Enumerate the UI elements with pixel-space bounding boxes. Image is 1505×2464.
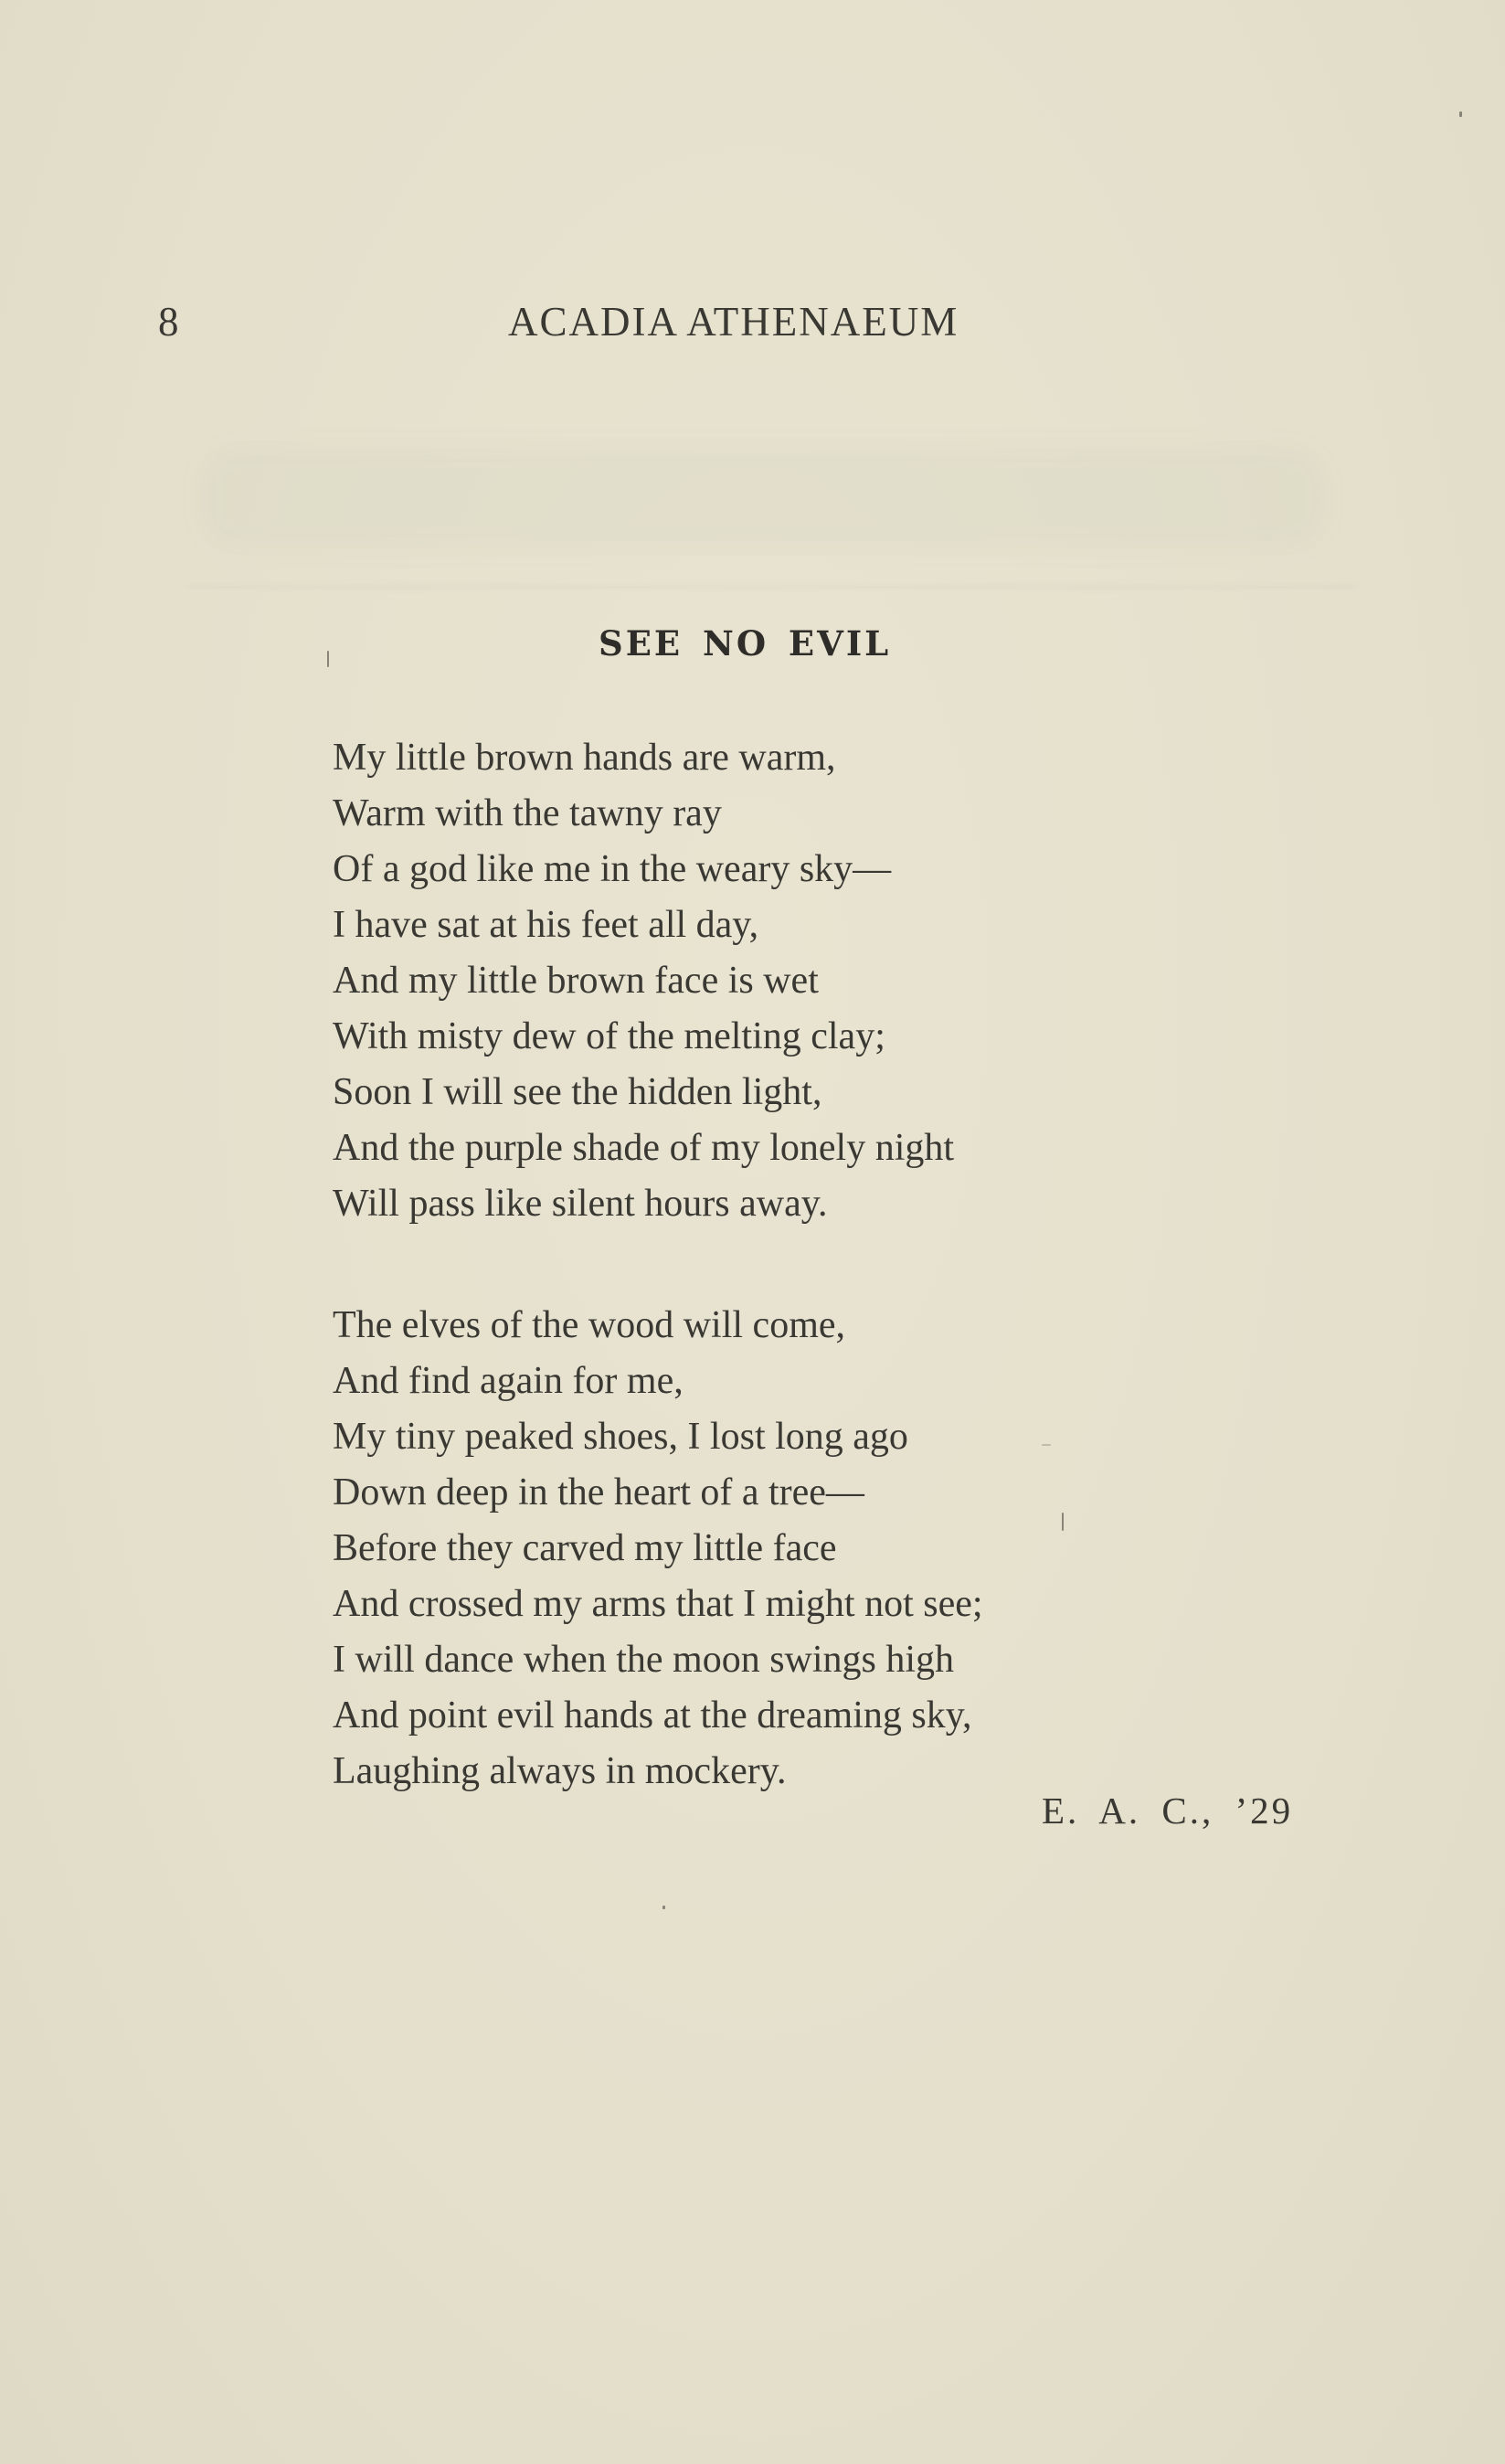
paper-speck: [1459, 112, 1462, 117]
stanza-1: [333, 730, 954, 1232]
poem-line: And my little brown face is wet: [333, 960, 819, 1002]
poem-line: My little brown hands are warm,: [333, 737, 836, 779]
poem-line: Will pass like silent hours away.: [333, 1183, 828, 1225]
poem-line: I will dance when the moon swings high: [333, 1639, 955, 1681]
page-number: 8: [158, 299, 180, 345]
poem-line: Of a god like me in the weary sky—: [333, 848, 892, 890]
poem-line: And crossed my arms that I might not see;: [333, 1583, 983, 1625]
stanza-2: [333, 1298, 983, 1800]
poem-line: And point evil hands at the dreaming sky,: [333, 1694, 972, 1736]
poem-line: And the purple shade of my lonely night: [333, 1127, 955, 1169]
poem-line: I have sat at his feet all day,: [333, 904, 759, 946]
paper-speck: [1062, 1513, 1064, 1531]
show-through-masthead: [201, 448, 1325, 548]
poem-line: Soon I will see the hidden light,: [333, 1071, 822, 1113]
poem-line: And find again for me,: [333, 1360, 684, 1402]
author-signature: E. A. C., ’29: [1042, 1790, 1294, 1832]
poem-line: Warm with the tawny ray: [333, 792, 722, 834]
poem-line: Before they carved my little face: [333, 1527, 837, 1569]
poem-line: Laughing always in mockery.: [333, 1750, 787, 1792]
paper-speck: [1042, 1444, 1051, 1446]
running-head: ACADIA ATHENAEUM: [508, 299, 959, 345]
poem-title: SEE NO EVIL: [599, 623, 892, 664]
show-through-rule: [187, 585, 1357, 589]
paper-speck: [327, 651, 329, 667]
poem-line: My tiny peaked shoes, I lost long ago: [333, 1416, 908, 1458]
poem-line: Down deep in the heart of a tree—: [333, 1471, 864, 1513]
poem-line: The elves of the wood will come,: [333, 1304, 846, 1346]
poem-line: With misty dew of the melting clay;: [333, 1015, 885, 1057]
paper-speck: [662, 1906, 665, 1909]
